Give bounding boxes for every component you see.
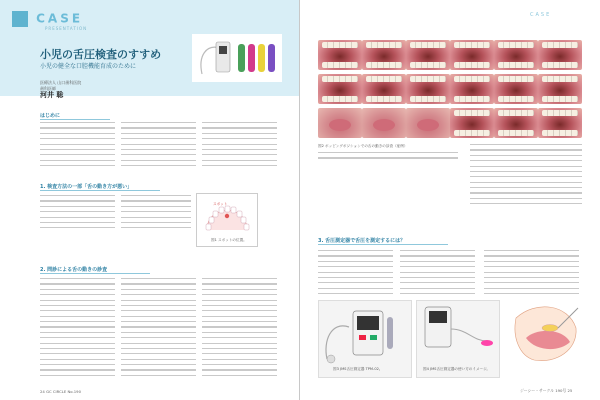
- figure4-box: [416, 300, 500, 378]
- section1-text-col2: [121, 195, 191, 233]
- author-name: 河井 聡: [40, 91, 64, 99]
- right-case-tag: CASE: [530, 12, 552, 18]
- right-footer: [520, 388, 572, 394]
- left-footer: [40, 389, 81, 394]
- intro-text-col2: [121, 122, 196, 170]
- section1-text-col1: [40, 195, 115, 233]
- oral-cross-section-illustration: [506, 298, 582, 370]
- intro-text-col3: [202, 122, 277, 170]
- section2-text-col3: [202, 278, 277, 380]
- figure1-box: [196, 193, 258, 247]
- intraoral-photo: [406, 74, 450, 104]
- section3-text-col3: [484, 250, 579, 298]
- figure2-caption: 図2 ポッピングポジションでの舌の動きの診査（症例）: [318, 144, 408, 148]
- author-role: 歯科医師: [40, 86, 56, 91]
- intraoral-photo: [538, 40, 582, 70]
- figure1-label: スポット: [213, 202, 228, 206]
- case-tag-title: CASE: [36, 11, 84, 26]
- intraoral-photo: [450, 40, 494, 70]
- intraoral-photo: [318, 74, 362, 104]
- intraoral-photo: [538, 74, 582, 104]
- right-upper-text: [470, 144, 582, 209]
- intraoral-photo: [406, 40, 450, 70]
- author-affiliation: 医療法人 山口歯科医院: [40, 80, 82, 85]
- intraoral-photo: [450, 74, 494, 104]
- intraoral-photo: [362, 40, 406, 70]
- section2-text-col1: [40, 278, 115, 380]
- tongue-photo: [318, 108, 362, 138]
- tpm02-device-illustration: [319, 301, 411, 367]
- section3-heading: 3. 舌圧測定器で舌圧を測定するには？: [318, 237, 448, 245]
- section1-heading: 1. 検査方法の一部「舌の動き方が悪い」: [40, 183, 160, 191]
- case-tag: [12, 8, 88, 31]
- figure1-caption: 図1 スポットの位置。: [211, 238, 247, 242]
- intraoral-photo: [318, 40, 362, 70]
- article-title: 小児の舌圧検査のすすめ: [40, 48, 162, 61]
- intro-text-col1: [40, 122, 115, 170]
- figure4-caption: 図4 JMS舌圧測定器の使い方のイメージ。: [423, 367, 490, 371]
- right-journal-name: ジーシー・サークル 190号: [520, 388, 567, 393]
- section3-text-col1: [318, 250, 393, 298]
- figure2-notes: [318, 152, 458, 163]
- figure3-caption: 図3 JMS舌圧測定器 TPM-02。: [333, 367, 383, 371]
- intraoral-photo: [450, 108, 494, 138]
- intraoral-photo: [494, 74, 538, 104]
- device-usage-illustration: [417, 301, 499, 367]
- intraoral-photo: [494, 108, 538, 138]
- tongue-photo: [362, 108, 406, 138]
- tongue-pressure-device-photo: [192, 34, 282, 82]
- intraoral-photo: [362, 74, 406, 104]
- case-logo-icon: [12, 11, 28, 27]
- left-journal-name: GC CIRCLE No.190: [46, 389, 82, 394]
- article-subtitle: 小児の健全な口腔機能育成のために: [40, 63, 137, 70]
- case-tag-subtitle: PRESENTATION: [45, 26, 88, 31]
- right-page-number: 25: [567, 388, 573, 393]
- intraoral-photo: [494, 40, 538, 70]
- section2-heading: 2. 問診による舌の動きの診査: [40, 266, 150, 274]
- figure3-box: [318, 300, 412, 378]
- tongue-photo: [406, 108, 450, 138]
- left-page-number: 24: [40, 389, 45, 394]
- author-block: [40, 80, 81, 98]
- section3-text-col2: [400, 250, 475, 298]
- intraoral-photo: [538, 108, 582, 138]
- section2-text-col2: [121, 278, 196, 380]
- intro-heading: はじめに: [40, 112, 110, 120]
